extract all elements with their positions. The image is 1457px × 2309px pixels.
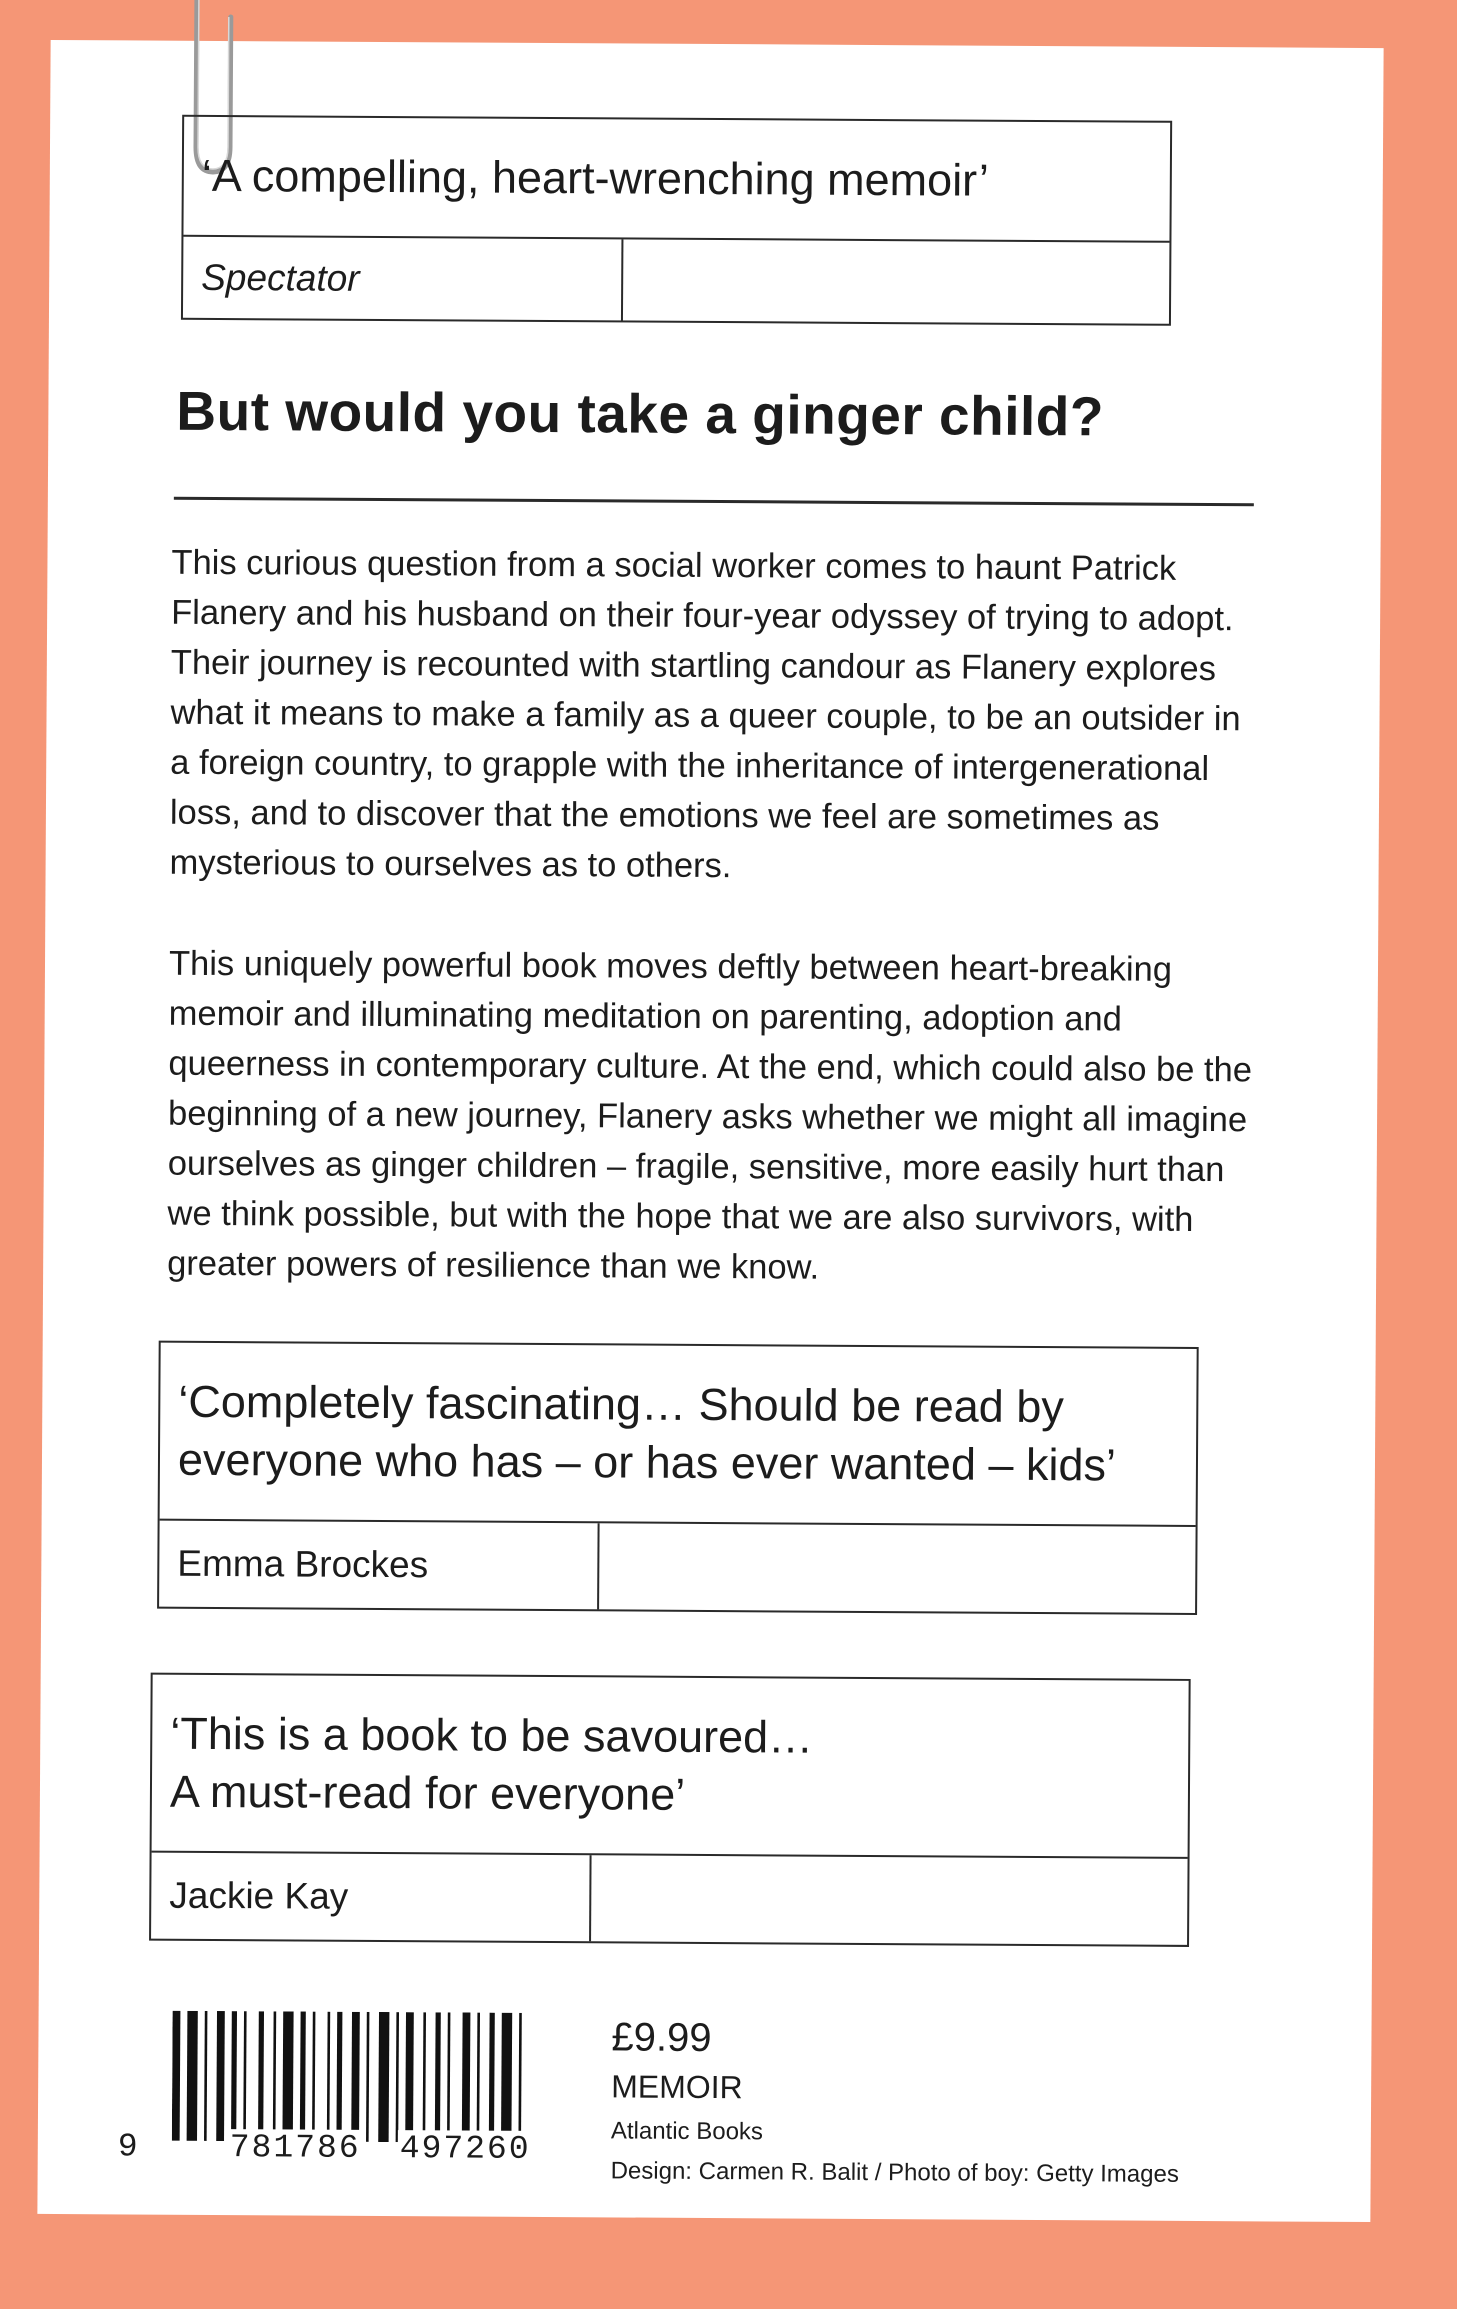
quote-line: everyone who has – or has ever wanted – kids’ <box>177 1433 1117 1491</box>
quote-box-spectator <box>181 115 1172 326</box>
blurb-paragraph: This uniquely powerful book moves deftly between heart-breaking memoir and illuminating meditation on parenting, adoption and queerness in contemporary culture. At the end, which could also be the beginning of a new journey, Flanery asks whether we might all imagine ourselves as ginger children – fragile, sensitive, more easily hurt than we think possible, but with the hope that we are also survivors, with greater powers of resilience than we know. <box>167 944 1253 1287</box>
genre: MEMOIR <box>611 2068 743 2106</box>
isbn-barcode <box>118 2010 619 2173</box>
blurb-paragraph: This curious question from a social worker comes to haunt Patrick Flanery and his husband on their four-year odyssey of trying to adopt. Their journey is recounted with startling candour as Flanery explores what it means to make a family as a queer couple, to be an outsider in a foreign country, to grapple with the inheritance of intergenerational loss, and to discover that the emotions we feel are sometimes as mysterious to ourselves as to others. <box>169 543 1241 886</box>
quote-text <box>183 117 1170 243</box>
quote-author: Jackie Kay <box>151 1853 592 1942</box>
quote-text <box>160 1343 1197 1527</box>
quote-box-jackie-kay <box>149 1673 1191 1947</box>
quote-author: Emma Brockes <box>159 1521 600 1610</box>
barcode-bars <box>172 2011 563 2143</box>
quote-line: ‘A compelling, heart-wrenching memoir’ <box>201 149 989 206</box>
barcode-digits-group-1: 781786 <box>229 2129 361 2167</box>
design-credits: Design: Carmen R. Balit / Photo of boy: Getty Images <box>610 2157 1179 2188</box>
price: £9.99 <box>611 2015 712 2061</box>
quote-author: Spectator <box>183 237 623 321</box>
quote-text <box>152 1675 1189 1859</box>
barcode-lead-digit: 9 <box>117 2128 138 2166</box>
book-info <box>611 2015 1180 2188</box>
book-back-cover <box>37 40 1383 2222</box>
quote-line: A must-read for everyone’ <box>169 1765 686 1820</box>
publisher: Atlantic Books <box>610 2117 764 2146</box>
quote-line: ‘Completely fascinating… Should be read by <box>178 1375 1064 1433</box>
quote-box-emma-brockes <box>157 1341 1199 1615</box>
headline-divider <box>174 497 1254 507</box>
barcode-digits-group-2: 497260 <box>399 2130 531 2168</box>
headline: But would you take a ginger child? <box>176 379 1105 448</box>
quote-line: ‘This is a book to be savoured… <box>170 1707 814 1763</box>
